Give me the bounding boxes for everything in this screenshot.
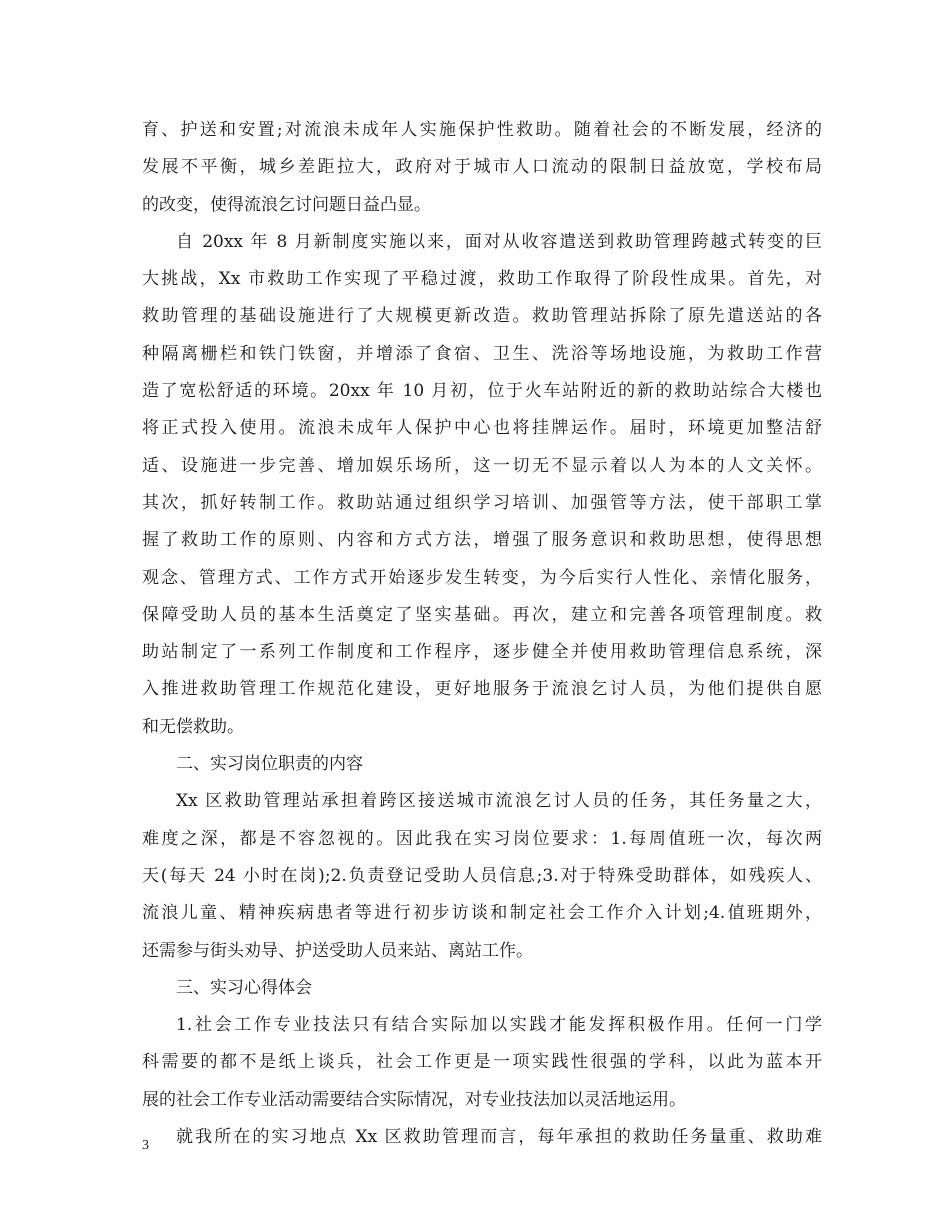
text-line: 和无偿救助。 xyxy=(142,716,244,737)
text-line: 将正式投入使用。流浪未成年人保护中心也将挂牌运作。届时，环境更加整洁舒 xyxy=(142,418,822,439)
text-line: 育、护送和安置;对流浪未成年人实施保护性救助。随着社会的不断发展，经济的 xyxy=(142,120,822,140)
page-number: 3 xyxy=(142,1138,149,1153)
text-line: 还需参与街头劝导、护送受助人员来站、离站工作。 xyxy=(142,940,533,961)
section-heading: 二、实习岗位职责的内容 xyxy=(176,754,363,775)
text-line: 种隔离栅栏和铁门铁窗，并增添了食宿、卫生、洗浴等场地设施，为救助工作营 xyxy=(142,343,822,364)
text-line: Xx 区救助管理站承担着跨区接送城市流浪乞讨人员的任务，其任务量之大， xyxy=(176,791,822,812)
text-line: 观念、管理方式、工作方式开始逐步发生转变，为今后实行人性化、亲情化服务， xyxy=(142,567,822,588)
text-line: 就我所在的实习地点 Xx 区救助管理而言，每年承担的救助任务量重、救助难 xyxy=(176,1127,822,1148)
text-line: 自 20xx 年 8 月新制度实施以来，面对从收容遣送到救助管理跨越式转变的巨 xyxy=(176,231,822,252)
text-line: 适、设施进一步完善、增加娱乐场所，这一切无不显示着以人为本的人文关怀。 xyxy=(142,455,822,476)
text-line: 天(每天 24 小时在岗);2.负责登记受助人员信息;3.对于特殊受助群体，如残疾人、 xyxy=(142,865,822,886)
body-text xyxy=(142,112,822,1156)
text-line: 1.社会工作专业技法只有结合实际加以实践才能发挥积极作用。任何一门学 xyxy=(176,1015,822,1036)
section-heading: 三、实习心得体会 xyxy=(176,977,312,998)
text-line: 发展不平衡，城乡差距拉大，政府对于城市人口流动的限制日益放宽，学校布局 xyxy=(142,157,822,178)
text-line: 流浪儿童、精神疾病患者等进行初步访谈和制定社会工作介入计划;4.值班期外， xyxy=(142,903,822,924)
text-line: 入推进救助管理工作规范化建设，更好地服务于流浪乞讨人员，为他们提供自愿 xyxy=(142,679,822,700)
text-line: 大挑战，Xx 市救助工作实现了平稳过渡，救助工作取得了阶段性成果。首先，对 xyxy=(142,269,822,290)
text-line: 助站制定了一系列工作制度和工作程序，逐步健全并使用救助管理信息系统，深 xyxy=(142,642,822,663)
text-line: 难度之深，都是不容忽视的。因此我在实习岗位要求：1.每周值班一次，每次两 xyxy=(142,828,822,849)
text-line: 救助管理的基础设施进行了大规模更新改造。救助管理站拆除了原先遣送站的各 xyxy=(142,306,822,327)
text-line: 展的社会工作专业活动需要结合实际情况，对专业技法加以灵活地运用。 xyxy=(142,1089,686,1110)
text-line: 科需要的都不是纸上谈兵，社会工作更是一项实践性很强的学科，以此为蓝本开 xyxy=(142,1052,822,1073)
text-line: 握了救助工作的原则、内容和方式方法，增强了服务意识和救助思想，使得思想 xyxy=(142,530,822,551)
text-line: 造了宽松舒适的环境。20xx 年 10 月初，位于火车站附近的新的救助站综合大楼也 xyxy=(142,381,822,402)
text-line: 保障受助人员的基本生活奠定了坚实基础。再次，建立和完善各项管理制度。救 xyxy=(142,604,822,625)
text-line: 其次，抓好转制工作。救助站通过组织学习培训、加强管等方法，使干部职工掌 xyxy=(142,492,822,513)
text-line: 的改变，使得流浪乞讨问题日益凸显。 xyxy=(142,194,431,215)
